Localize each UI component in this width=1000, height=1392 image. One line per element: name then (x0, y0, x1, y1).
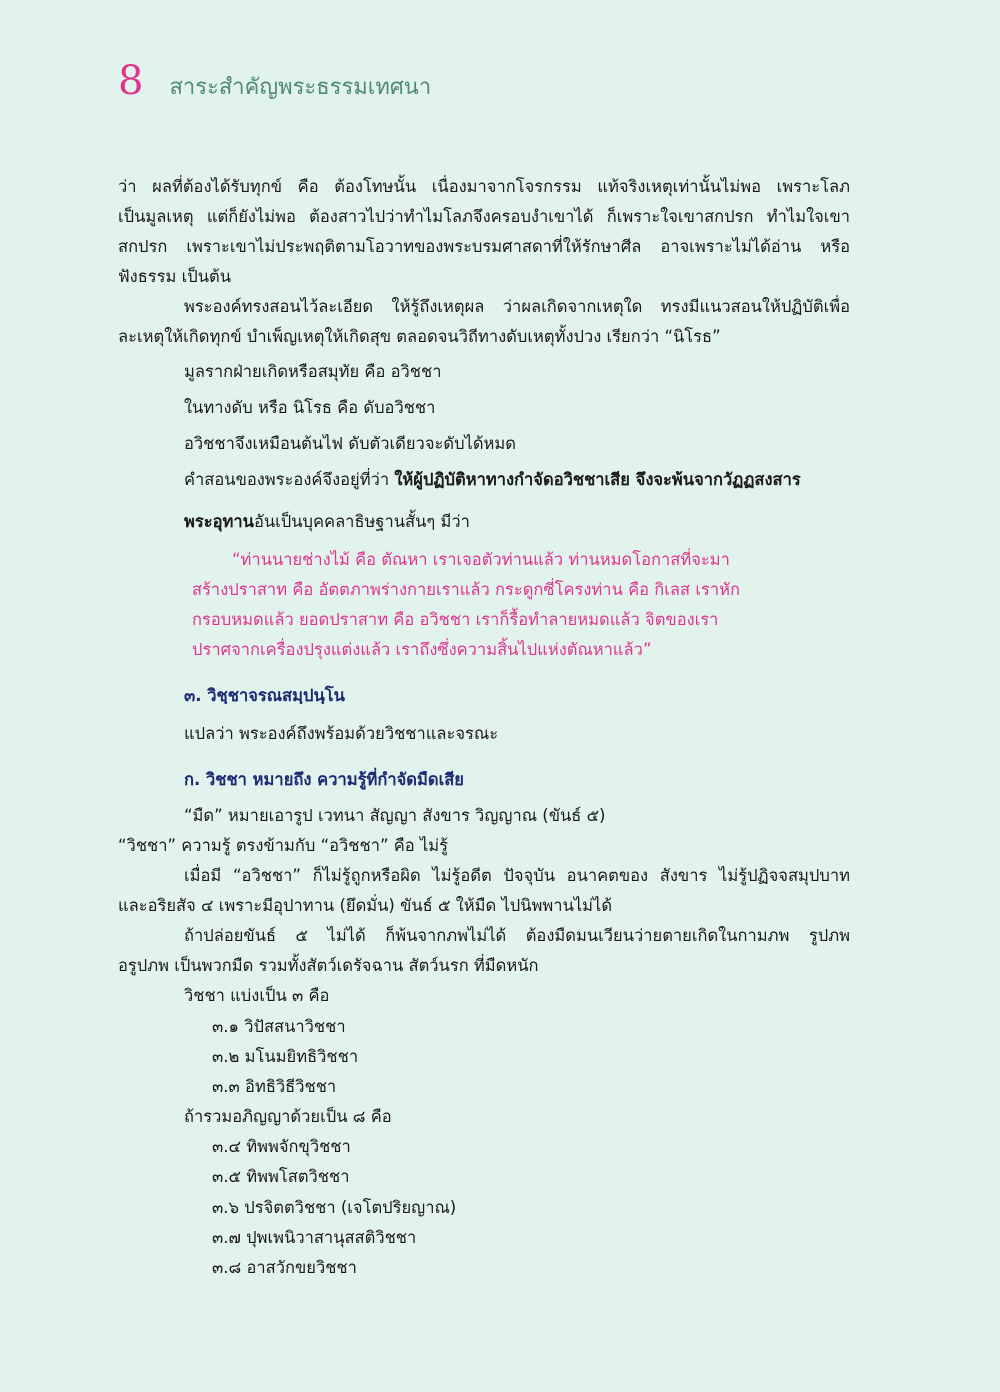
paragraph-line: ในทางดับ หรือ นิโรธ คือ ดับอวิชชา (184, 398, 436, 417)
section-heading: ๓. วิชฺชาจรณสมฺปนฺโน (184, 686, 345, 705)
list-item: ๓.๘ อาสวักขยวิชชา (212, 1258, 357, 1277)
paragraph-line: เป็นมูลเหตุ แต่ก็ยังไม่พอ ต้องสาวไปว่าทำไมโลภจึงครอบงำเขาได้ ก็เพราะใจเขาสกปรก ทำไมใจเขา (118, 207, 850, 226)
paragraph-line: อวิชชาจึงเหมือนต้นไฟ ดับตัวเดียวจะดับได้หมด (184, 434, 517, 453)
paragraph-line (184, 468, 801, 492)
paragraph-line: ฟังธรรม เป็นต้น (118, 267, 232, 286)
paragraph-line: ถ้าปล่อยขันธ์ ๕ ไม่ได้ ก็พ้นจากภพไม่ได้ ต้องมืดมนเวียนว่ายตายเกิดในกามภพ รูปภพ (184, 926, 850, 945)
paragraph-line: เมื่อมี “อวิชชา” ก็ไม่รู้ถูกหรือผิด ไม่รู้อดีต ปัจจุบัน อนาคตของ สังขาร ไม่รู้ปฏิจจสมุปบาท (184, 866, 850, 885)
page-number: 8 (118, 58, 144, 104)
paragraph-line: พระองค์ทรงสอนไว้ละเอียด ให้รู้ถึงเหตุผล ว่าผลเกิดจากเหตุใด ทรงมีแนวสอนให้ปฏิบัติเพื่อ (184, 297, 850, 316)
subsection-heading: ก. วิชชา หมายถึง ความรู้ที่กำจัดมืดเสีย (184, 770, 464, 789)
page-header (118, 58, 431, 104)
list-item: ๓.๖ ปรจิตตวิชชา (เจโตปริยญาณ) (212, 1198, 457, 1217)
quote-line: ปราศจากเครื่องปรุงแต่งแล้ว เราถึงซึ่งความสิ้นไปแห่งตัณหาแล้ว” (192, 640, 652, 659)
paragraph-line: และอริยสัจ ๔ เพราะมีอุปาทาน (ยึดมั่น) ขันธ์ ๕ ให้มืด ไปนิพพานไม่ได้ (118, 896, 613, 915)
list-item: ๓.๑ วิปัสสนาวิชชา (212, 1017, 346, 1036)
paragraph-line: มูลรากฝ่ายเกิดหรือสมุทัย คือ อวิชชา (184, 362, 442, 381)
list-item: ๓.๔ ทิพพจักขุวิชชา (212, 1137, 351, 1156)
paragraph-line: อรูปภพ เป็นพวกมืด รวมทั้งสัตว์เดรัจฉาน สัตว์นรก ที่มืดหนัก (118, 956, 539, 975)
emphasis-text: พระอุทาน (184, 512, 254, 531)
list-item: ๓.๕ ทิพพโสตวิชชา (212, 1167, 350, 1186)
quote-line: กรอบหมดแล้ว ยอดปราสาท คือ อวิชชา เราก็รื้อทำลายหมดแล้ว จิตของเรา (192, 610, 719, 629)
list-item: ๓.๓ อิทธิวิธีวิชชา (212, 1077, 337, 1096)
quote-line: สร้างปราสาท คือ อัตตภาพร่างกายเราแล้ว กระดูกซี่โครงท่าน คือ กิเลส เราหัก (192, 580, 740, 599)
running-title: สาระสำคัญพระธรรมเทศนา (169, 75, 432, 100)
text-run: อันเป็นบุคคลาธิษฐานสั้นๆ มีว่า (253, 512, 470, 531)
paragraph-line: “วิชชา” ความรู้ ตรงข้ามกับ “อวิชชา” คือ ไม่รู้ (118, 836, 448, 855)
list-item: ๓.๗ ปุพเพนิวาสานุสสติวิชชา (212, 1228, 417, 1247)
paragraph-line: ละเหตุให้เกิดทุกข์ บำเพ็ญเหตุให้เกิดสุข ตลอดจนวิถีทางดับเหตุทั้งปวง เรียกว่า “นิโรธ” (118, 327, 721, 346)
quote-line: “ท่านนายช่างไม้ คือ ตัณหา เราเจอตัวท่านแล้ว ท่านหมดโอกาสที่จะมา (232, 550, 730, 569)
paragraph-line: ว่า ผลที่ต้องได้รับทุกข์ คือ ต้องโทษนั้น เนื่องมาจากโจรกรรม แท้จริงเหตุเท่านั้นไม่พอ เพราะโลภ (118, 177, 850, 196)
list-item: ๓.๒ มโนมยิทธิวิชชา (212, 1047, 359, 1066)
text-run: คำสอนของพระองค์จึงอยู่ที่ว่า (184, 470, 395, 489)
paragraph-line: แปลว่า พระองค์ถึงพร้อมด้วยวิชชาและจรณะ (184, 724, 499, 743)
paragraph-line: วิชชา แบ่งเป็น ๓ คือ (184, 986, 330, 1005)
paragraph-line: สกปรก เพราะเขาไม่ประพฤติตามโอวาทของพระบรมศาสดาที่ให้รักษาศีล อาจเพราะไม่ได้อ่าน หรือ (118, 237, 850, 256)
emphasis-text: ให้ผู้ปฏิบัติหาทางกำจัดอวิชชาเสีย จึงจะพ้นจากวัฏฏสงสาร (394, 470, 801, 489)
paragraph-line: “มืด” หมายเอารูป เวทนา สัญญา สังขาร วิญญาณ (ขันธ์ ๕) (184, 806, 606, 825)
paragraph-line (184, 510, 470, 534)
paragraph-line: ถ้ารวมอภิญญาด้วยเป็น ๘ คือ (184, 1107, 392, 1126)
